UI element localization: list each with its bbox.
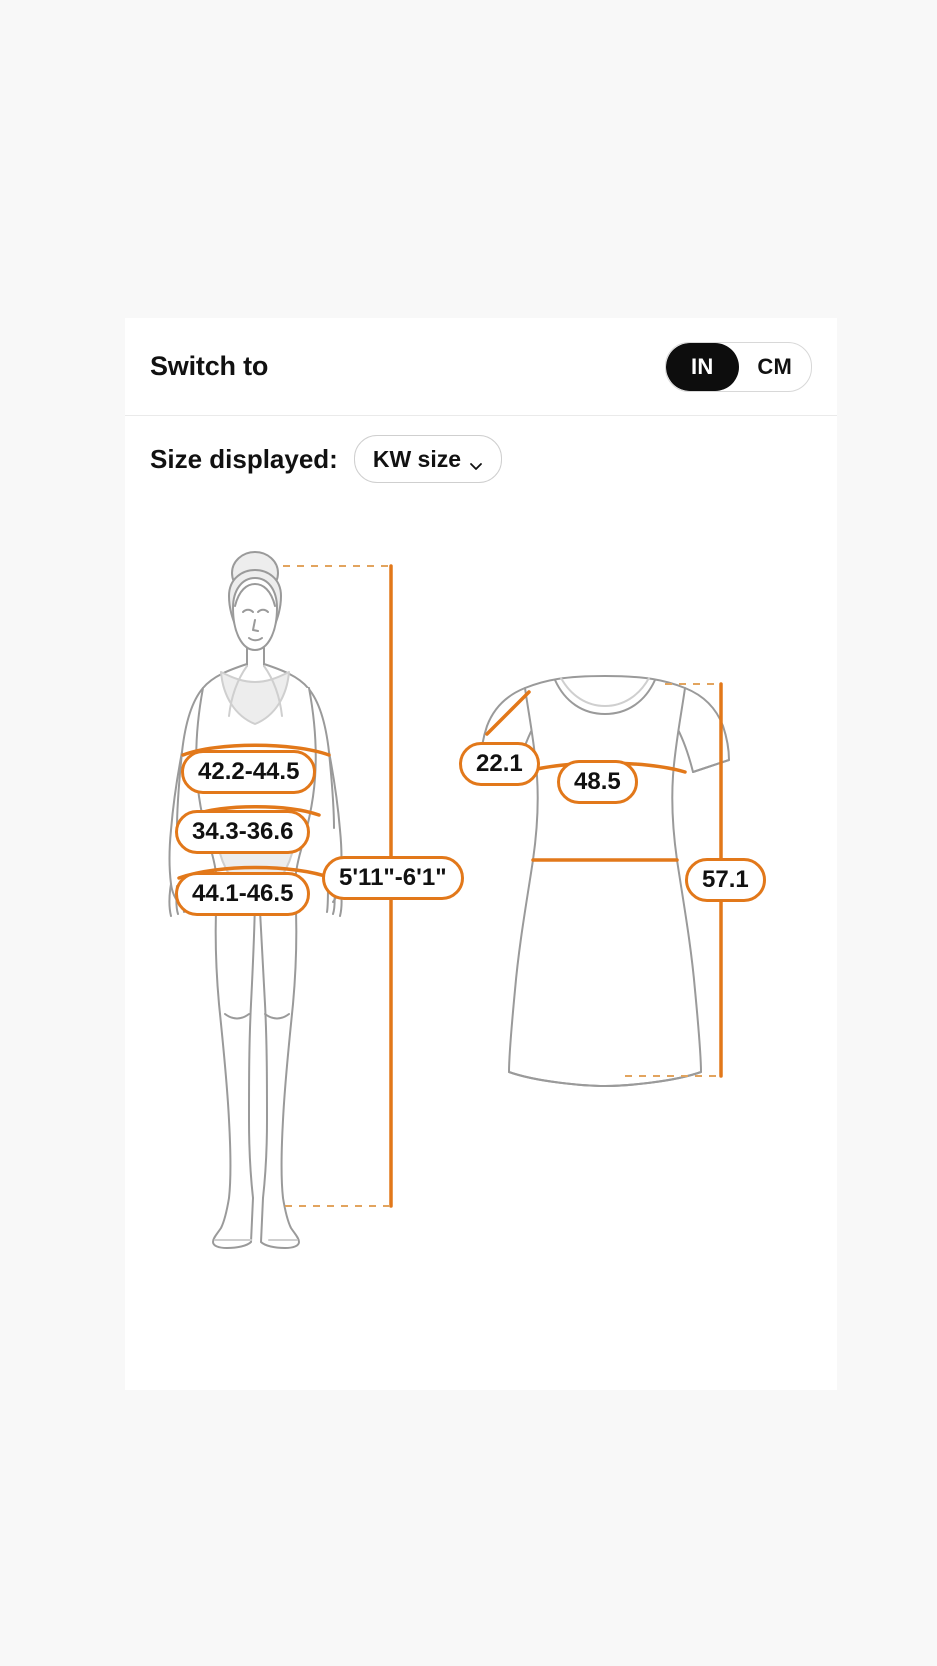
unit-toggle[interactable] xyxy=(665,342,812,392)
size-displayed-row xyxy=(125,416,837,502)
size-displayed-label: Size displayed: xyxy=(150,443,338,474)
size-select-dropdown[interactable] xyxy=(354,435,502,483)
switch-to-label: Switch to xyxy=(150,351,269,381)
unit-switch-row xyxy=(125,318,837,416)
chevron-down-icon xyxy=(469,452,483,466)
size-diagram xyxy=(125,520,837,1280)
chest-measure-pill: 48.5 xyxy=(557,760,638,804)
unit-option-in[interactable]: IN xyxy=(666,343,739,391)
waist-measure-pill: 34.3-36.6 xyxy=(175,810,310,854)
unit-option-cm[interactable]: CM xyxy=(757,353,793,379)
hips-measure-pill: 44.1-46.5 xyxy=(175,872,310,916)
size-select-value: KW size xyxy=(372,445,462,472)
bust-measure-pill: 42.2-44.5 xyxy=(181,750,316,794)
sleeve-measure-pill: 22.1 xyxy=(459,742,540,786)
length-measure-pill: 57.1 xyxy=(685,858,766,902)
height-measure-pill: 5'11"-6'1" xyxy=(322,856,464,900)
